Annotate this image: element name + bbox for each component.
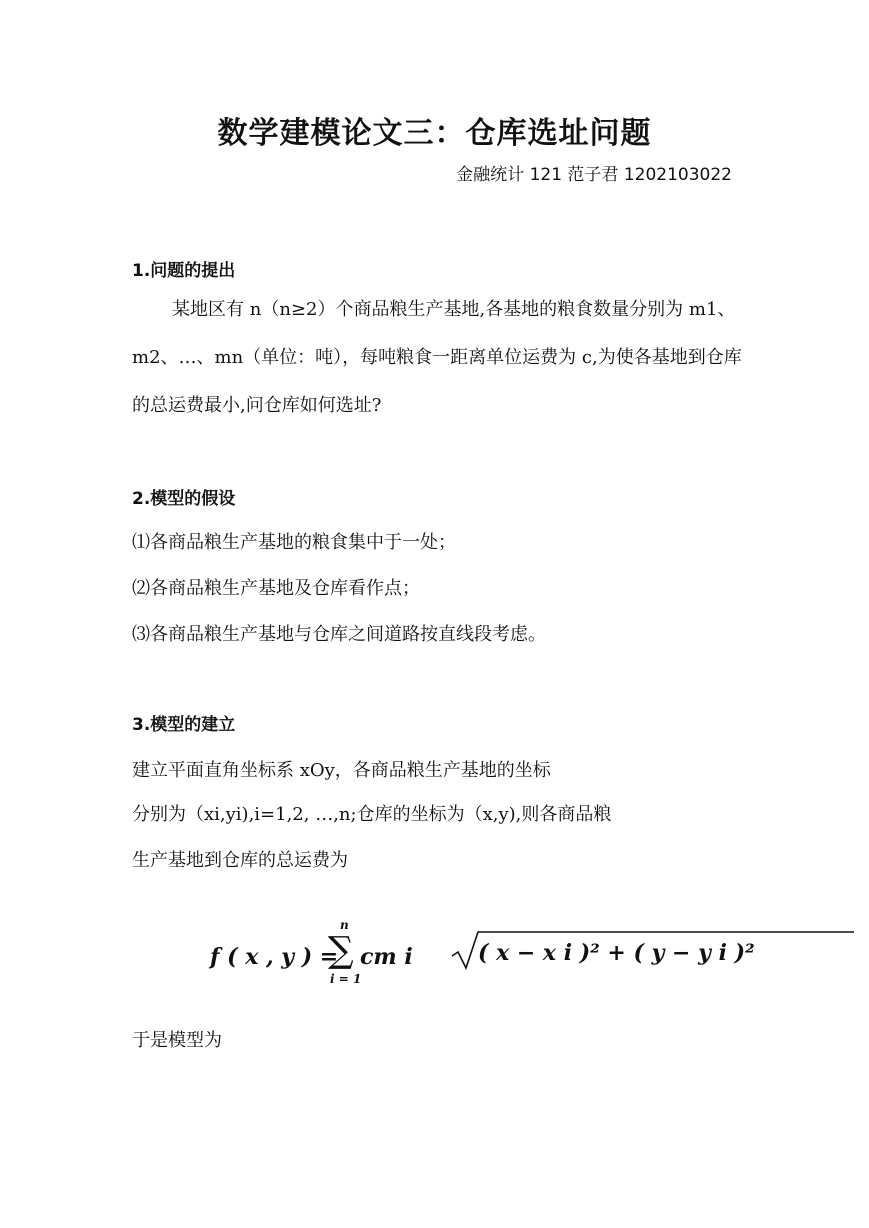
section-heading-3: 3.模型的建立 [132, 715, 236, 735]
section-heading-2: 2.模型的假设 [132, 489, 236, 509]
summation-symbol: ∑ [328, 930, 354, 971]
document-title: 数学建模论文三：仓库选址问题 [217, 116, 652, 151]
model-line-3: 生产基地到仓库的总运费为 [132, 850, 348, 871]
sum-upper-limit: n [340, 918, 349, 932]
assumption-item-3: ⑶各商品粮生产基地与仓库之间道路按直线段考虑。 [132, 624, 546, 645]
assumption-item-1: ⑴各商品粮生产基地的粮食集中于一处； [132, 532, 456, 553]
section-heading-1: 1.问题的提出 [132, 261, 236, 281]
assumption-item-2: ⑵各商品粮生产基地及仓库看作点； [132, 578, 420, 599]
section-paragraph-1: 某地区有 n（n≥2）个商品粮生产基地,各基地的粮食数量分别为 m1、m2、…、mn（单位：吨），每吨粮食一距离单位运费为 c,为使各基地到仓库的总运费最小,问仓库如何选址? [132, 299, 742, 416]
author-line: 金融统计 121 范子君 1202103022 [456, 165, 732, 185]
model-line-2: 分别为（xi,yi),i=1,2, …,n;仓库的坐标为（x,y),则各商品粮 [132, 804, 612, 825]
cost-formula [210, 918, 755, 992]
formula-lhs: f ( x , y ) = [210, 944, 339, 970]
formula-radicand: ( x − x i )² + ( y − y i )² [478, 940, 755, 966]
model-line-1: 建立平面直角坐标系 xOy，各商品粮生产基地的坐标 [132, 760, 551, 781]
formula-term: cm i [360, 944, 413, 970]
sum-lower-limit: i = 1 [330, 972, 362, 986]
model-after-text: 于是模型为 [132, 1030, 222, 1051]
